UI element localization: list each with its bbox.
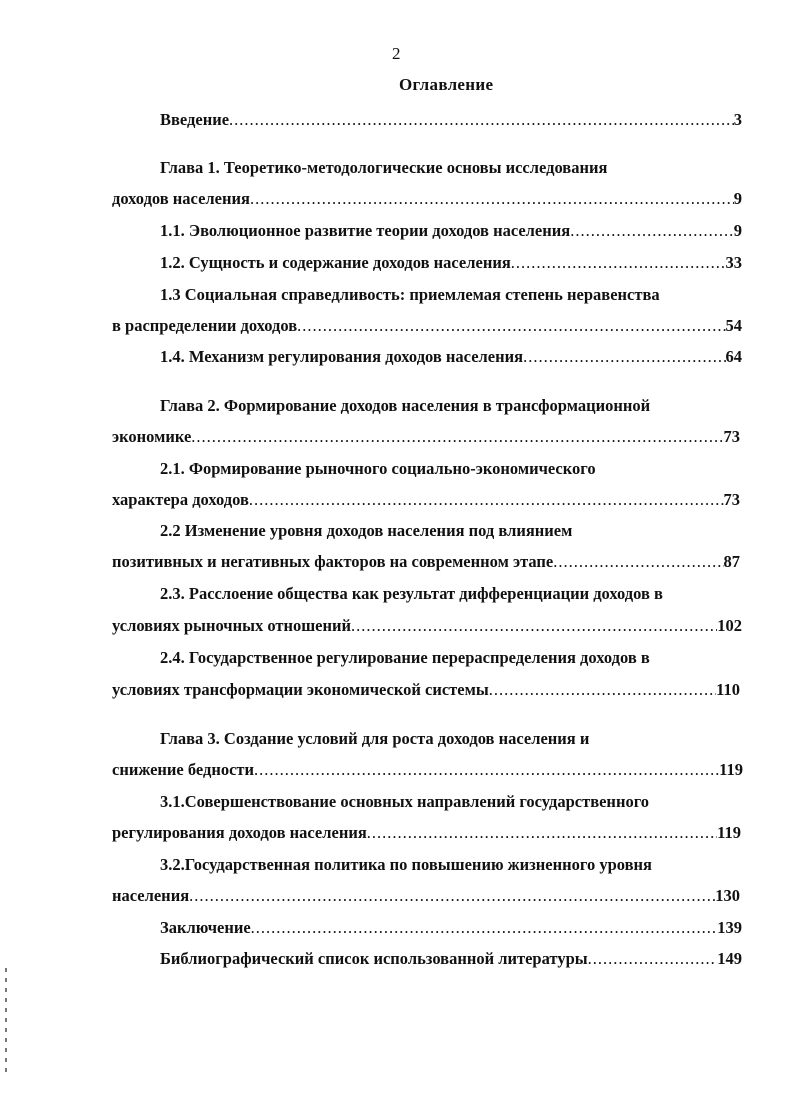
leader-dots (229, 110, 734, 130)
leader-dots (251, 918, 718, 938)
toc-section-1-4[interactable] (160, 347, 742, 367)
toc-page-number: 9 (733, 189, 742, 208)
toc-page-number: 102 (717, 616, 742, 635)
toc-entry-bibliography[interactable] (160, 949, 742, 969)
toc-page-number: 33 (725, 253, 742, 272)
toc-entry-text: условиях рыночных отношений (112, 616, 352, 635)
leader-dots (351, 616, 717, 636)
toc-section-3-2[interactable] (112, 886, 740, 906)
leader-dots (367, 823, 717, 843)
leader-dots (249, 490, 724, 510)
toc-section-3-1[interactable] (112, 823, 741, 843)
leader-dots (250, 189, 734, 209)
toc-entry-text: Заключение (160, 918, 251, 937)
toc-chapter-3[interactable] (112, 760, 743, 780)
toc-entry-text: 1.1. Эволюционное развитие теории доходов населения (160, 221, 571, 240)
toc-page-number: 130 (715, 886, 740, 905)
toc-section-2-4[interactable] (112, 680, 740, 700)
toc-section-1-1[interactable] (160, 221, 742, 241)
toc-entry-text: Библиографический список использованной литературы (160, 949, 588, 968)
scan-margin-marks (4, 968, 8, 1088)
leader-dots (553, 552, 723, 572)
toc-section-1-2[interactable] (160, 253, 742, 273)
toc-page-number: 139 (717, 918, 742, 937)
leader-dots (570, 221, 734, 241)
toc-page-number: 64 (725, 347, 742, 366)
toc-entry-text: позитивных и негативных факторов на современном этапе (112, 552, 554, 571)
toc-entry-text: 1.2. Сущность и содержание доходов населения (160, 253, 511, 272)
toc-section-3-2-line1[interactable]: 3.2.Государственная политика по повышению жизненного уровня (160, 855, 652, 874)
toc-page-number: 3 (733, 110, 742, 129)
toc-section-3-1-line1[interactable]: 3.1.Совершенствование основных направлений государственного (160, 792, 650, 811)
leader-dots (588, 949, 718, 969)
leader-dots (511, 253, 726, 273)
toc-section-1-3-line1[interactable]: 1.3 Социальная справедливость: приемлемая степень неравенства (160, 285, 660, 304)
toc-page-number: 119 (717, 823, 741, 842)
leader-dots (191, 427, 723, 447)
leader-dots (254, 760, 719, 780)
toc-section-2-1-line1[interactable]: 2.1. Формирование рыночного социально-экономического (160, 459, 596, 478)
toc-entry-text: характера доходов (112, 490, 249, 509)
toc-page-number: 73 (723, 427, 740, 446)
toc-page-number: 73 (723, 490, 740, 509)
toc-section-2-3[interactable] (112, 616, 742, 636)
leader-dots (297, 316, 725, 336)
toc-section-2-1[interactable] (112, 490, 740, 510)
toc-entry-text: Введение (160, 110, 230, 129)
toc-entry-text: в распределении доходов (112, 316, 298, 335)
toc-entry-text: населения (112, 886, 190, 905)
toc-page-number: 119 (719, 760, 743, 779)
toc-title: Оглавление (399, 75, 494, 94)
toc-entry-intro[interactable] (160, 110, 742, 130)
toc-entry-text: 1.4. Механизм регулирования доходов населения (160, 347, 524, 366)
toc-section-2-2[interactable] (112, 552, 740, 572)
leader-dots (523, 347, 725, 367)
toc-page-number: 9 (733, 221, 742, 240)
toc-page-number: 110 (716, 680, 740, 699)
toc-chapter-2-line1[interactable]: Глава 2. Формирование доходов населения в трансформационной (160, 396, 651, 415)
toc-entry-conclusion[interactable] (160, 918, 742, 938)
toc-section-2-3-line1[interactable]: 2.3. Расслоение общества как результат дифференциации доходов в (160, 584, 663, 603)
toc-section-2-4-line1[interactable]: 2.4. Государственное регулирование перераспределения доходов в (160, 648, 650, 667)
page-number: 2 (392, 44, 401, 63)
toc-entry-text: условиях трансформации экономической системы (112, 680, 489, 699)
toc-page-number: 87 (723, 552, 740, 571)
toc-page-number: 54 (725, 316, 742, 335)
toc-chapter-3-line1[interactable]: Глава 3. Создание условий для роста доходов населения и (160, 729, 590, 748)
toc-entry-text: доходов населения (112, 189, 250, 208)
toc-page-number: 149 (717, 949, 742, 968)
toc-chapter-1[interactable] (112, 189, 742, 209)
leader-dots (189, 886, 715, 906)
toc-entry-text: регулирования доходов населения (112, 823, 367, 842)
toc-section-2-2-line1[interactable]: 2.2 Изменение уровня доходов населения под влиянием (160, 521, 573, 540)
toc-chapter-2[interactable] (112, 427, 740, 447)
toc-entry-text: экономике (112, 427, 192, 446)
toc-entry-text: снижение бедности (112, 760, 255, 779)
toc-chapter-1-line1[interactable]: Глава 1. Теоретико-методологические основы исследования (160, 158, 608, 177)
toc-section-1-3[interactable] (112, 316, 742, 336)
leader-dots (489, 680, 716, 700)
